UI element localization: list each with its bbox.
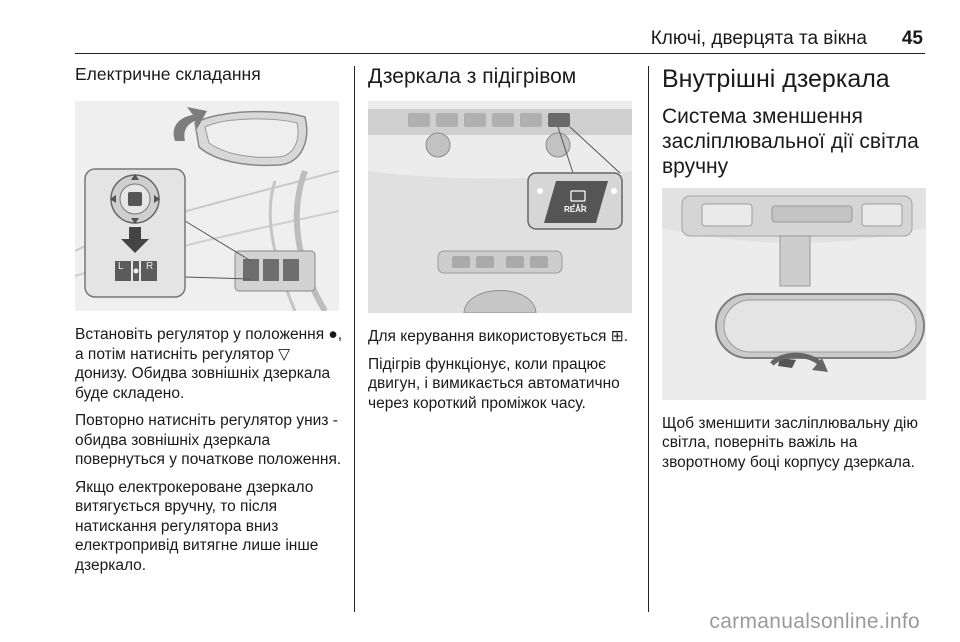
column-divider-1 xyxy=(354,66,355,612)
page-number: 45 xyxy=(901,28,923,49)
switch-label-left: L xyxy=(118,261,124,272)
paragraph-interior-1: Щоб зменшити засліплювальну дію світла, поверніть важіль на зворотному боці корпусу дзеркала. xyxy=(662,414,918,471)
section-heading-electric-folding: Електричне складання xyxy=(75,64,261,84)
column-interior-mirrors xyxy=(662,64,930,472)
section-heading-interior-mirrors: Внутрішні дзеркала xyxy=(662,65,890,93)
paragraph-folding-1: Встановіть регулятор у положення ●, а потім натисніть регулятор ▽ донизу. Обидва зовнішніх дзеркала буде складено. xyxy=(75,326,343,402)
switch-label-right: R xyxy=(146,261,154,272)
subsection-heading-manual-antidazzle: Система зменшення засліплювальної дії світла вручну xyxy=(662,105,919,179)
rear-button-label: REAR xyxy=(564,205,587,215)
header-title: Ключі, дверцята та вікна xyxy=(650,28,867,49)
figure-mirror-switch xyxy=(75,101,339,311)
section-heading-heated-mirrors: Дзеркала з підігрівом xyxy=(368,65,577,88)
column-electric-folding xyxy=(75,64,343,575)
paragraph-folding-3: Якщо електрокероване дзеркало витягується вручну, то після натискання регулятора вниз електропривід витягне лише інше дзеркало. xyxy=(75,478,319,574)
figure-interior-mirror xyxy=(662,188,926,400)
column-divider-2 xyxy=(648,66,649,612)
paragraph-heated-1: Для керування використовується ⊞. xyxy=(368,328,629,346)
column-heated-mirrors xyxy=(368,64,634,413)
page-header xyxy=(75,26,925,54)
paragraph-heated-2: Підігрів функціонує, коли працює двигун, і вимикається автоматично через короткий проміжок часу. xyxy=(368,355,620,412)
figure-rear-heater-button xyxy=(368,101,632,313)
footer-watermark: carmanualsonline.info xyxy=(709,610,920,633)
paragraph-folding-2: Повторно натисніть регулятор униз - обидва зовнішніх дзеркала повернуться у початкове положення. xyxy=(75,412,342,468)
